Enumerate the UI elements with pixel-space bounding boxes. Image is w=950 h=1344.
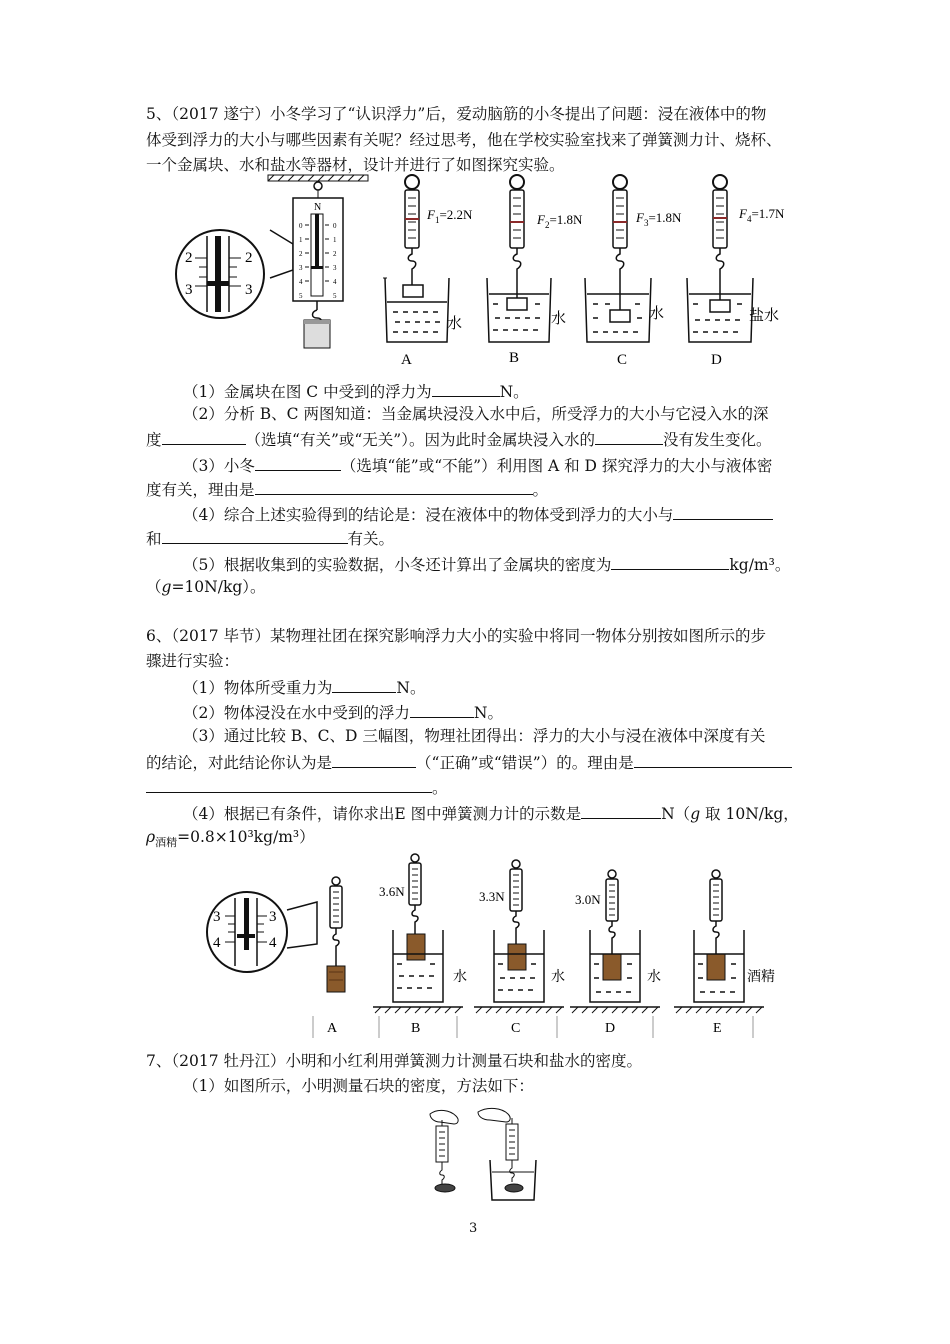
q5-s3-answer-blank-2[interactable]: [255, 478, 533, 495]
q6-line-1: 6、（2017 毕节）某物理社团在探究影响浮力大小的实验中将同一物体分别按如图所示的步: [146, 627, 766, 645]
q5-sub-3b: [146, 478, 548, 500]
q5-zoom-top-left: 2: [185, 250, 193, 266]
q6-s3-mid: （“正确”或“错误”）的。理由是: [416, 754, 634, 772]
q5-s5-g: g: [161, 578, 172, 596]
q6-line-2: 骤进行实验：: [146, 652, 240, 670]
q6-reading-c: 3.3N: [479, 889, 505, 904]
q5-s5-text: （5）根据收集到的实验数据，小冬还计算出了金属块的密度为: [183, 556, 612, 574]
q5-reading-4-val: =1.7N: [751, 206, 785, 221]
q6-sub-1: [183, 676, 425, 698]
q6-label-a: A: [327, 1021, 338, 1036]
q5-label-a: A: [401, 352, 412, 368]
q7-line-1: 7、（2017 牡丹江）小明和小红利用弹簧测力计测量石块和盐水的密度。: [146, 1052, 642, 1070]
q6-s4-answer-blank[interactable]: [581, 802, 661, 819]
q5-s2-answer-blank-2[interactable]: [595, 428, 663, 445]
q6-s1-answer-blank[interactable]: [332, 676, 396, 693]
q5-setup-b: [487, 175, 551, 342]
page-number: 3: [469, 1221, 478, 1236]
q6-s2-unit: N。: [473, 704, 503, 722]
q5-s1-text: （1）金属块在图 C 中受到的浮力为: [183, 383, 432, 401]
q6-s3-end: 。: [432, 779, 448, 797]
q5-sub-4b: [146, 527, 394, 549]
q6-s1-unit: N。: [396, 679, 426, 697]
q6-setup-a: [327, 877, 345, 992]
q5-sub-4a: [183, 503, 773, 525]
q6-sub-3c: [146, 776, 448, 798]
q5-reading-2-val: =1.8N: [549, 212, 583, 227]
q5-reading-4-sub: 4: [746, 214, 752, 224]
q5-sub-5b: [146, 577, 266, 597]
q5-figure: [165, 170, 805, 370]
q6-reading-d: 3.0N: [575, 892, 601, 907]
q5-s5-paren: （: [146, 578, 162, 596]
q6-setup-b: [373, 854, 463, 1013]
q6-liquid-e: 酒精: [747, 970, 775, 985]
q5-sub-1: [183, 380, 529, 402]
q5-s2-mid: （选填“有关”或“无关”）。因为此时金属块浸入水的: [245, 431, 595, 449]
q5-s4-end: 有关。: [347, 530, 395, 548]
q5-setup-d: [687, 175, 753, 342]
q5-s5-unit: kg/m³。: [729, 556, 791, 574]
q6-zoom-top-left: 3: [213, 909, 221, 925]
q5-reading-2: [536, 212, 583, 230]
q5-s4-text: （4）综合上述实验得到的结论是：浸在液体中的物体受到浮力的大小与: [183, 506, 674, 524]
q6-liquid-c: 水: [551, 970, 565, 985]
q5-s3-mid: （选填“能”或“不能”）利用图 A 和 D 探究浮力的大小与液体密: [340, 457, 773, 475]
q6-liquid-d: 水: [647, 970, 661, 985]
q6-s1-text: （1）物体所受重力为: [183, 679, 333, 697]
q5-s2-prefix: 度: [146, 431, 162, 449]
q6-s4-rho: ρ: [146, 828, 156, 846]
q6-s3-text: 的结论，对此结论你认为是: [146, 754, 333, 772]
q6-s4-density: =0.8×10³kg/m³）: [177, 828, 315, 846]
q5-line-1: 5、（2017 遂宁）小冬学习了“认识浮力”后，爱动脑筋的小冬提出了问题：浸在液体中的物: [146, 105, 767, 123]
q6-sub-4a: [183, 802, 799, 824]
q6-zoom-circle: [207, 892, 317, 972]
q5-s5-g-value: =10N/kg）。: [171, 578, 266, 596]
q5-reading-1-f: F: [427, 207, 435, 222]
q5-s3-end: 。: [532, 481, 549, 499]
q5-tick-4: 4: [299, 278, 303, 286]
q5-tick-2r: 2: [333, 250, 337, 258]
q6-zoom-bottom-right: 4: [269, 935, 277, 951]
q5-setup-a: [383, 175, 449, 342]
q6-zoom-top-right: 3: [269, 909, 277, 925]
q6-sub-2: [183, 701, 503, 723]
q5-tick-0r: 0: [333, 222, 337, 230]
q5-reading-2-sub: 2: [544, 220, 550, 230]
q6-sub-3b: [146, 751, 792, 773]
q5-reading-4-f: F: [739, 206, 747, 221]
q5-sub-5a: [183, 553, 790, 575]
q5-tick-2: 2: [299, 250, 303, 258]
q5-reading-1: [426, 207, 473, 225]
q6-label-d: D: [605, 1021, 616, 1036]
q5-tick-5r: 5: [333, 292, 337, 300]
q5-tick-0: 0: [299, 222, 303, 230]
q5-s2-end: 没有发生变化。: [662, 431, 772, 449]
q5-zoom-bottom-right: 3: [245, 282, 253, 298]
q5-tick-3: 3: [299, 264, 303, 272]
q5-line-2: 体受到浮力的大小与哪些因素有关呢？经过思考，他在学校实验室找来了弹簧测力计、烧杯、: [146, 131, 782, 149]
q6-zoom-bottom-left: 4: [213, 935, 221, 951]
q5-label-c: C: [617, 352, 628, 368]
q5-s1-answer-blank[interactable]: [432, 380, 500, 397]
q6-s4-g-value: 取 10N/kg，: [700, 805, 799, 823]
q5-liquid-a: 水: [447, 316, 463, 332]
q5-s1-unit: N。: [499, 383, 529, 401]
q6-setup-c: [474, 860, 564, 1013]
q5-s3-prefix: （3）小冬: [183, 457, 255, 475]
q5-s4-and: 和: [146, 530, 162, 548]
q6-s4-text: （4）根据已有条件，请你求出E 图中弹簧测力计的示数是: [183, 805, 582, 823]
q6-label-c: C: [511, 1021, 521, 1036]
q6-sub-3a: （3）通过比较 B、C、D 三幅图，物理社团得出：浮力的大小与浸在液体中深度有关: [183, 727, 766, 745]
q6-s3-answer-blank-2[interactable]: [634, 751, 792, 768]
q5-reading-1-sub: 1: [434, 215, 440, 225]
q5-tick-1: 1: [299, 236, 303, 244]
q5-s2-answer-blank-1[interactable]: [162, 428, 246, 445]
q5-label-b: B: [509, 350, 520, 366]
q6-s3-answer-blank-1[interactable]: [332, 751, 416, 768]
q6-setup-e: [674, 870, 764, 1013]
q6-reading-b: 3.6N: [379, 884, 405, 899]
q6-figure: [205, 850, 775, 1040]
q7-hand-scale-left: [430, 1110, 458, 1192]
q6-label-e: E: [713, 1021, 722, 1036]
q5-sub-3a: [183, 454, 772, 476]
q5-sub-2a: （2）分析 B、C 两图知道：当金属块浸没入水中后，所受浮力的大小与它浸入水的深: [183, 405, 769, 423]
q5-zoom-bottom-left: 3: [185, 282, 193, 298]
q6-s2-answer-blank[interactable]: [410, 701, 474, 718]
q5-zoom-circle: [176, 230, 293, 318]
q5-liquid-b: 水: [551, 311, 567, 327]
q5-reading-4: [738, 206, 785, 224]
q7-hand-scale-right: [478, 1108, 536, 1200]
q6-s3-answer-blank-3[interactable]: [146, 776, 432, 793]
q5-label-d: D: [711, 352, 722, 368]
q5-reading-3: [635, 210, 682, 228]
q5-s4-answer-blank-2[interactable]: [162, 527, 348, 544]
q5-sub-2b: [146, 428, 771, 450]
q6-label-b: B: [411, 1021, 421, 1036]
q5-tick-1r: 1: [333, 236, 337, 244]
q5-zoom-top-right: 2: [245, 250, 253, 266]
q6-s4-g: g: [690, 805, 701, 823]
q5-liquid-c: 水: [649, 306, 665, 322]
q5-reading-3-val: =1.8N: [648, 210, 682, 225]
q5-setup-c: [585, 175, 651, 342]
q5-scale-unit: N: [314, 202, 322, 213]
q5-tick-5: 5: [299, 292, 303, 300]
q5-reading-2-f: F: [537, 212, 545, 227]
q5-reading-1-val: =2.2N: [439, 207, 473, 222]
q5-tick-4r: 4: [333, 278, 337, 286]
q6-s4-unit: N（: [661, 805, 691, 823]
q5-s3-answer-blank-1[interactable]: [255, 454, 341, 471]
q5-reading-3-sub: 3: [643, 218, 649, 228]
q7-figure: [420, 1104, 540, 1206]
q6-s4-rho-sub: 酒精: [155, 836, 178, 850]
q5-s4-answer-blank-1[interactable]: [673, 503, 773, 520]
q6-s2-text: （2）物体浸没在水中受到的浮力: [183, 704, 410, 722]
q5-s3-reason-prefix: 度有关，理由是: [146, 481, 255, 499]
q5-line-3: 一个金属块、水和盐水等器材，设计并进行了如图探究实验。: [146, 156, 565, 174]
q5-reading-3-f: F: [636, 210, 644, 225]
q5-s5-answer-blank[interactable]: [611, 553, 729, 570]
q5-tick-3r: 3: [333, 264, 337, 272]
q6-liquid-b: 水: [453, 970, 467, 985]
q7-sub-1: （1）如图所示，小明测量石块的密度，方法如下：: [183, 1077, 534, 1095]
q5-liquid-d: 盐水: [749, 308, 780, 324]
